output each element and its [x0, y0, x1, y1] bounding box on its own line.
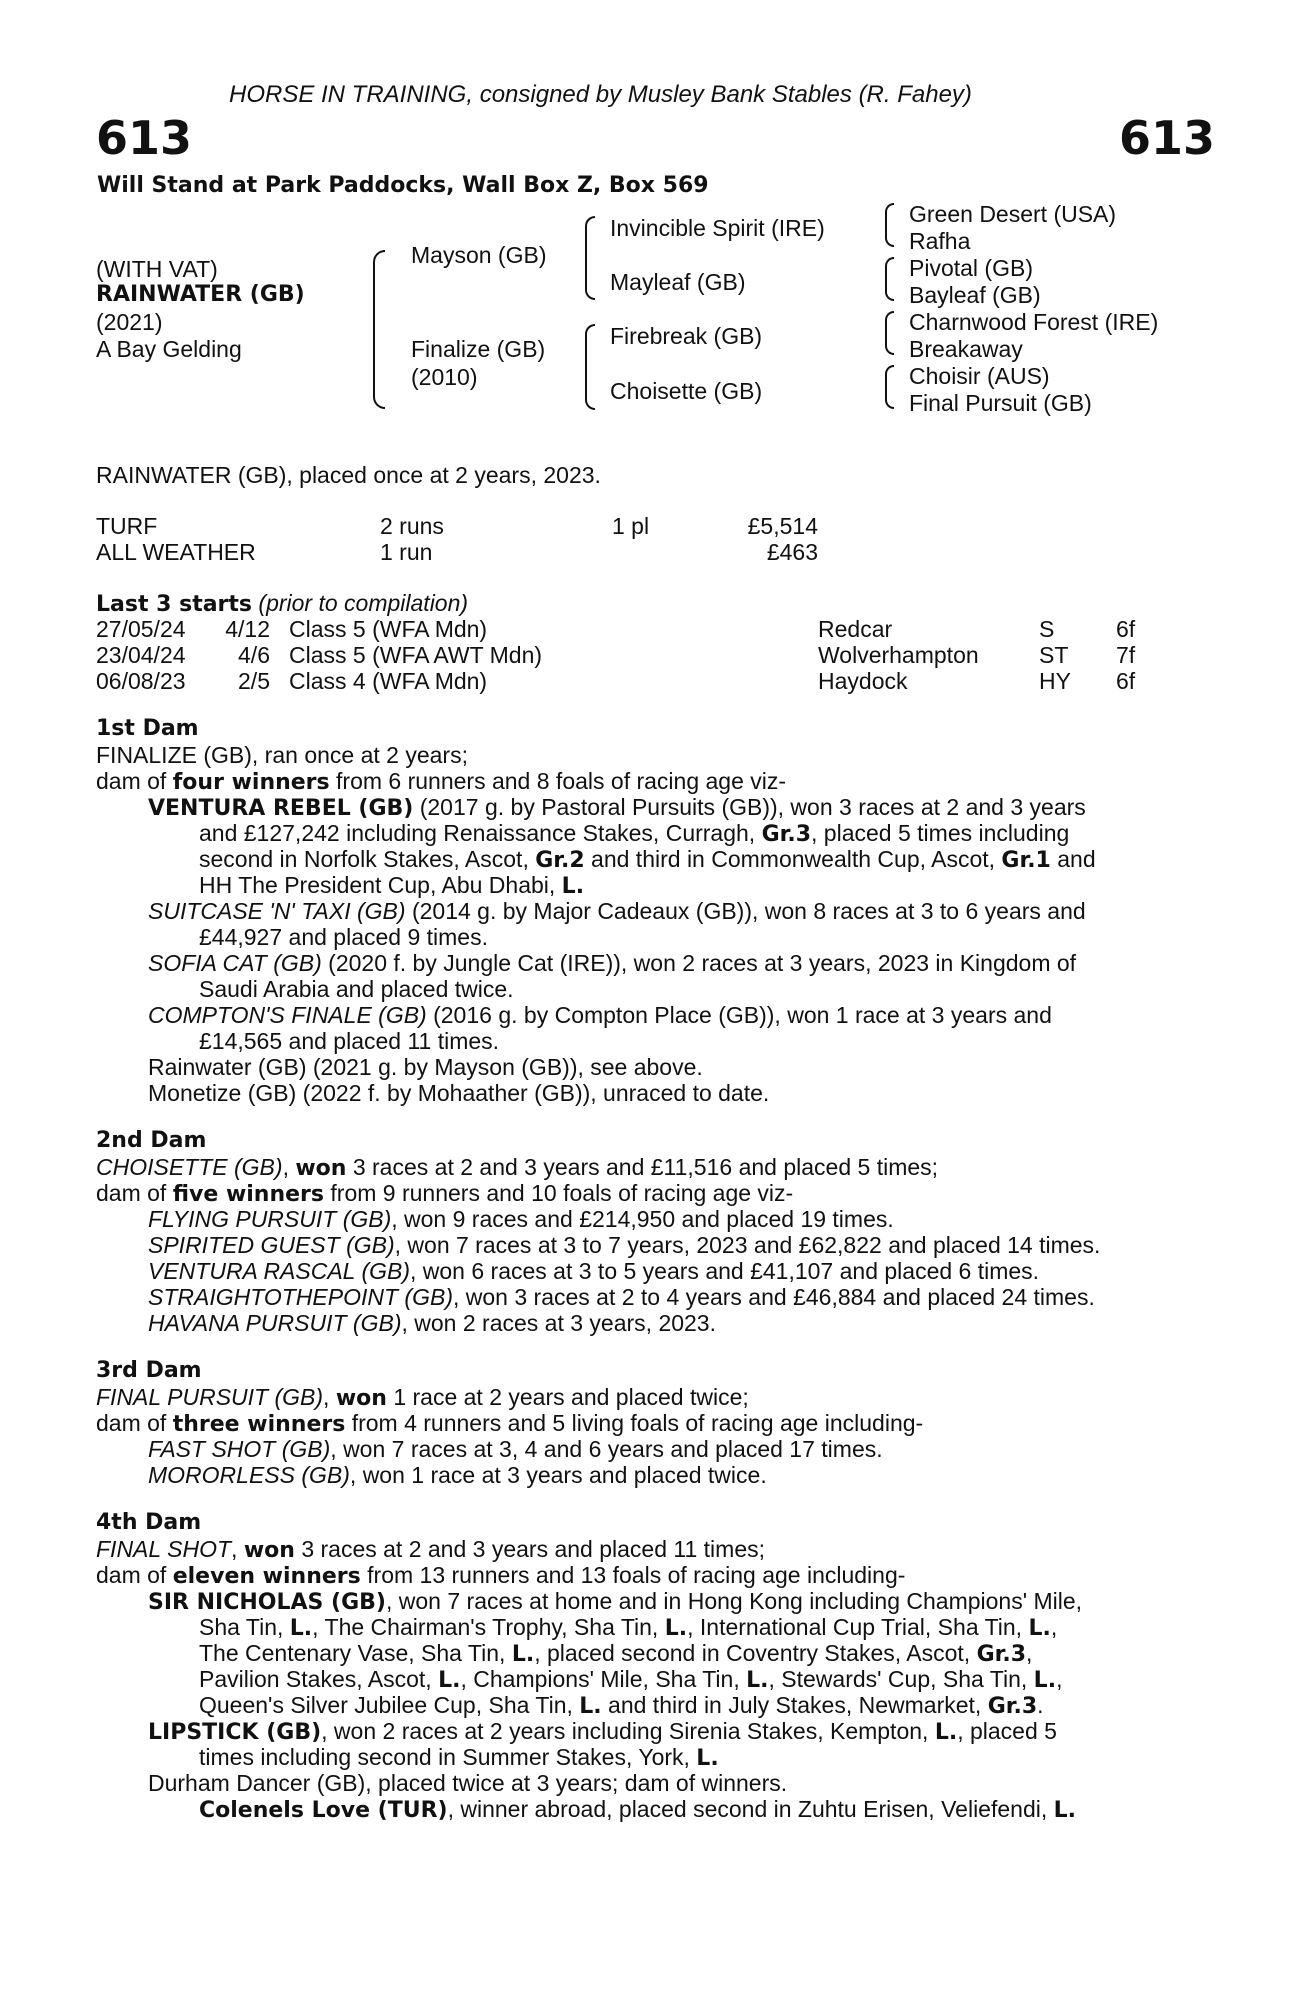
dam-name: FINAL SHOT: [96, 1536, 232, 1562]
start-course: Redcar: [818, 616, 893, 642]
progeny-line: Rainwater (GB) (2021 g. by Mayson (GB)), see above.: [148, 1054, 703, 1080]
grade: Gr.3: [976, 1642, 1026, 1667]
lot-number-left: 613: [96, 111, 193, 165]
pedigree-bracket-gg2: [885, 257, 894, 301]
grade: L.: [561, 874, 585, 899]
text: dam of: [96, 1410, 173, 1436]
text: and £127,242 including Renaissance Stakes, Curragh,: [199, 820, 762, 846]
progeny-name: FLYING PURSUIT (GB): [148, 1206, 392, 1232]
text: and third in Commonwealth Cup, Ascot,: [584, 846, 1002, 872]
text: from 4 runners and 5 living foals of racing age including-: [345, 1410, 924, 1436]
record-placed: 1 pl: [612, 513, 650, 539]
progeny-line: [148, 1310, 716, 1336]
progeny-line: [148, 950, 1076, 976]
progeny-name: Colenels Love (TUR): [199, 1798, 448, 1823]
record-earnings: £463: [766, 539, 818, 565]
progeny-name: SOFIA CAT (GB): [148, 950, 322, 976]
text: (2016 g. by Compton Place (GB)), won 1 race at 3 years and: [426, 1002, 1052, 1028]
text: , won 3 races at 2 to 4 years and £46,884 and placed 24 times.: [452, 1284, 1095, 1310]
consignment-line: HORSE IN TRAINING, consigned by Musley Bank Stables (R. Fahey): [229, 81, 972, 108]
start-going: HY: [1039, 668, 1071, 694]
last-starts-title: Last 3 starts: [96, 592, 253, 617]
sire-name: Mayson (GB): [411, 242, 547, 268]
won-label: won: [295, 1156, 347, 1181]
grade: L.: [438, 1668, 461, 1693]
dam-name: Finalize (GB): [411, 336, 546, 362]
progeny-line: Saudi Arabia and placed twice.: [199, 976, 514, 1002]
pedigree-bracket-sire: [585, 216, 595, 300]
pedigree-bracket-dam: [585, 324, 595, 410]
progeny-line: £44,927 and placed 9 times.: [199, 924, 488, 950]
stand-location: Will Stand at Park Paddocks, Wall Box Z, Box 569: [97, 173, 709, 198]
grade: Gr.3: [987, 1694, 1038, 1719]
text: , placed 5 times including: [811, 820, 1070, 846]
dam4-produce-line: [96, 1562, 905, 1590]
text: (2020 f. by Jungle Cat (IRE)), won 2 races at 3 years, 2023 in Kingdom of: [321, 950, 1077, 976]
text: dam of: [96, 1562, 173, 1588]
progeny-line: [199, 1744, 719, 1772]
great-grandparent-6: Breakaway: [909, 336, 1023, 362]
dam3-heading: 3rd Dam: [96, 1358, 202, 1383]
text: HH The President Cup, Abu Dhabi,: [199, 872, 562, 898]
progeny-name: LIPSTICK (GB): [148, 1720, 322, 1745]
grade: Gr.3: [761, 822, 812, 847]
progeny-line: [148, 1232, 1100, 1258]
text: , won 6 races at 3 to 5 years and £41,107 and placed 6 times.: [410, 1258, 1040, 1284]
start-going: ST: [1039, 642, 1069, 668]
start-race: Class 5 (WFA Mdn): [289, 616, 488, 642]
grade: L.: [746, 1668, 769, 1693]
text: , won 2 races at 2 years including Sirenia Stakes, Kempton,: [321, 1718, 935, 1744]
horse-year: (2021): [96, 309, 163, 335]
text: Sha Tin,: [199, 1614, 290, 1640]
grade: L.: [511, 1642, 535, 1667]
progeny-line: [148, 1206, 894, 1232]
start-position: 4/6: [238, 642, 270, 668]
text: , won 9 races and £214,950 and placed 19 times.: [391, 1206, 894, 1232]
start-position: 2/5: [238, 668, 270, 694]
lot-number-right: 613: [1119, 111, 1216, 165]
progeny-name: SIR NICHOLAS (GB): [148, 1590, 386, 1615]
text: , Stewards' Cup, Sha Tin,: [768, 1666, 1034, 1692]
text: , winner abroad, placed second in Zuhtu Erisen, Veliefendi,: [447, 1796, 1054, 1822]
grandsire-paternal: Invincible Spirit (IRE): [610, 215, 825, 241]
grade: L.: [696, 1746, 719, 1771]
progeny-line: [199, 1640, 1032, 1668]
pedigree-bracket-gg4: [885, 365, 894, 409]
progeny-line: [148, 1284, 1095, 1310]
pedigree-bracket-gg1: [885, 203, 894, 247]
text: ,: [1050, 1614, 1058, 1640]
progeny-line: [148, 1258, 1039, 1284]
progeny-line: Monetize (GB) (2022 f. by Mohaather (GB)), unraced to date.: [148, 1080, 770, 1106]
text: , won 7 races at home and in Hong Kong including Champions' Mile,: [385, 1588, 1083, 1614]
great-grandparent-5: Charnwood Forest (IRE): [909, 309, 1159, 335]
text: ,: [282, 1154, 296, 1180]
won-label: won: [335, 1386, 387, 1411]
dam1-heading: 1st Dam: [96, 716, 199, 741]
start-distance: 7f: [1116, 642, 1136, 668]
winners-count: five winners: [172, 1182, 325, 1207]
text: , placed 5: [957, 1718, 1057, 1744]
horse-description: A Bay Gelding: [96, 336, 242, 362]
start-date: 23/04/24: [96, 642, 186, 668]
progeny-line: [199, 1692, 1044, 1720]
great-grandparent-3: Pivotal (GB): [909, 255, 1033, 281]
record-surface: TURF: [96, 513, 158, 539]
granddam-maternal: Choisette (GB): [610, 378, 763, 404]
start-date: 27/05/24: [96, 616, 186, 642]
progeny-name: HAVANA PURSUIT (GB): [148, 1310, 402, 1336]
progeny-line: [199, 1614, 1057, 1642]
progeny-name: VENTURA RASCAL (GB): [148, 1258, 410, 1284]
text: and: [1050, 846, 1096, 872]
text: The Centenary Vase, Sha Tin,: [199, 1640, 512, 1666]
dam-year: (2010): [411, 364, 478, 390]
grade: L.: [579, 1694, 602, 1719]
text: and third in July Stakes, Newmarket,: [601, 1692, 988, 1718]
start-distance: 6f: [1116, 668, 1136, 694]
progeny-line: [148, 898, 1086, 924]
text: , won 2 races at 3 years, 2023.: [401, 1310, 716, 1336]
dam1-produce-line: [96, 768, 786, 796]
text: (2014 g. by Major Cadeaux (GB)), won 8 races at 3 to 6 years and: [405, 898, 1086, 924]
progeny-name: SUITCASE 'N' TAXI (GB): [148, 898, 406, 924]
text: 3 races at 2 and 3 years and £11,516 and placed 5 times;: [346, 1154, 939, 1180]
great-grandparent-4: Bayleaf (GB): [909, 282, 1041, 308]
race-summary: RAINWATER (GB), placed once at 2 years, 2023.: [96, 462, 601, 488]
start-going: S: [1039, 616, 1055, 642]
great-grandparent-2: Rafha: [909, 228, 971, 254]
grandsire-maternal: Firebreak (GB): [610, 323, 763, 349]
start-date: 06/08/23: [96, 668, 186, 694]
progeny-line: [148, 1588, 1082, 1616]
progeny-name: COMPTON'S FINALE (GB): [148, 1002, 427, 1028]
progeny-line: £14,565 and placed 11 times.: [199, 1028, 500, 1054]
dam2-line: [96, 1154, 938, 1182]
start-course: Wolverhampton: [818, 642, 979, 668]
start-position: 4/12: [225, 616, 270, 642]
dam2-heading: 2nd Dam: [96, 1128, 207, 1153]
text: ,: [323, 1384, 336, 1410]
granddam-paternal: Mayleaf (GB): [610, 269, 746, 295]
text: second in Norfolk Stakes, Ascot,: [199, 846, 536, 872]
text: ,: [1056, 1666, 1063, 1692]
grade: L.: [1033, 1668, 1057, 1693]
progeny-line: [148, 1718, 1057, 1746]
dam-name: CHOISETTE (GB): [96, 1154, 283, 1180]
vat-note: (WITH VAT): [96, 256, 218, 282]
progeny-name: FAST SHOT (GB): [148, 1436, 331, 1462]
progeny-line: [148, 1462, 767, 1488]
dam1-line: FINALIZE (GB), ran once at 2 years;: [96, 742, 468, 768]
great-grandparent-1: Green Desert (USA): [909, 201, 1117, 227]
horse-name: RAINWATER (GB): [96, 282, 305, 307]
start-race: Class 5 (WFA AWT Mdn): [289, 642, 543, 668]
text: , Champions' Mile, Sha Tin,: [460, 1666, 747, 1692]
progeny-line: [199, 872, 584, 900]
start-distance: 6f: [1116, 616, 1136, 642]
great-grandparent-8: Final Pursuit (GB): [909, 390, 1092, 416]
text: from 13 runners and 13 foals of racing age including-: [360, 1562, 906, 1588]
winners-count: four winners: [172, 770, 330, 795]
record-runs: 1 run: [380, 539, 433, 565]
great-grandparent-7: Choisir (AUS): [909, 363, 1050, 389]
progeny-name: STRAIGHTOTHEPOINT (GB): [148, 1284, 453, 1310]
dam-name: FINAL PURSUIT (GB): [96, 1384, 324, 1410]
start-race: Class 4 (WFA Mdn): [289, 668, 488, 694]
text: , won 1 race at 3 years and placed twice.: [349, 1462, 767, 1488]
text: from 9 runners and 10 foals of racing age viz-: [324, 1180, 794, 1206]
last-starts-note: (prior to compilation): [258, 590, 469, 616]
progeny-line: [199, 1796, 1076, 1824]
pedigree-bracket-gg3: [885, 311, 894, 355]
text: , International Cup Trial, Sha Tin,: [687, 1614, 1029, 1640]
text: ,: [1026, 1640, 1033, 1666]
progeny-name: SPIRITED GUEST (GB): [148, 1232, 395, 1258]
text: times including second in Summer Stakes, York,: [199, 1744, 697, 1770]
text: from 6 runners and 8 foals of racing age viz-: [329, 768, 787, 794]
grade: Gr.2: [535, 848, 585, 873]
progeny-line: [199, 846, 1096, 874]
dam4-line: [96, 1536, 765, 1564]
text: ,: [231, 1536, 244, 1562]
record-surface: ALL WEATHER: [96, 539, 256, 565]
text: Pavilion Stakes, Ascot,: [199, 1666, 439, 1692]
text: dam of: [96, 768, 173, 794]
text: Queen's Silver Jubilee Cup, Sha Tin,: [199, 1692, 580, 1718]
dam2-produce-line: [96, 1180, 793, 1208]
text: 1 race at 2 years and placed twice;: [386, 1384, 749, 1410]
winners-count: eleven winners: [172, 1564, 361, 1589]
record-runs: 2 runs: [380, 513, 444, 539]
dam3-line: [96, 1384, 749, 1412]
grade: Gr.1: [1001, 848, 1051, 873]
record-earnings: £5,514: [747, 513, 818, 539]
text: (2017 g. by Pastoral Pursuits (GB)), won 3 races at 2 and 3 years: [413, 794, 1086, 820]
progeny-line: Durham Dancer (GB), placed twice at 3 years; dam of winners.: [148, 1770, 788, 1796]
start-course: Haydock: [818, 668, 908, 694]
text: , won 7 races at 3 to 7 years, 2023 and £62,822 and placed 14 times.: [394, 1232, 1101, 1258]
text: , The Chairman's Trophy, Sha Tin,: [312, 1614, 665, 1640]
grade: L.: [934, 1720, 958, 1745]
text: 3 races at 2 and 3 years and placed 11 times;: [294, 1536, 766, 1562]
text: , placed second in Coventry Stakes, Ascot,: [534, 1640, 977, 1666]
grade: L.: [1028, 1616, 1051, 1641]
progeny-line: [199, 820, 1069, 848]
text: .: [1037, 1692, 1044, 1718]
grade: L.: [664, 1616, 688, 1641]
progeny-line: [148, 794, 1086, 822]
text: dam of: [96, 1180, 173, 1206]
last-starts-heading: [96, 590, 468, 618]
text: , won 7 races at 3, 4 and 6 years and placed 17 times.: [330, 1436, 883, 1462]
won-label: won: [243, 1538, 295, 1563]
progeny-name: VENTURA REBEL (GB): [148, 796, 414, 821]
progeny-line: [148, 1436, 883, 1462]
pedigree-bracket-main: [373, 250, 385, 409]
dam4-heading: 4th Dam: [96, 1510, 202, 1535]
progeny-line: [148, 1002, 1052, 1028]
winners-count: three winners: [172, 1412, 346, 1437]
grade: L.: [1053, 1798, 1077, 1823]
progeny-line: [199, 1666, 1062, 1694]
progeny-name: MORORLESS (GB): [148, 1462, 350, 1488]
dam3-produce-line: [96, 1410, 923, 1438]
grade: L.: [289, 1616, 313, 1641]
